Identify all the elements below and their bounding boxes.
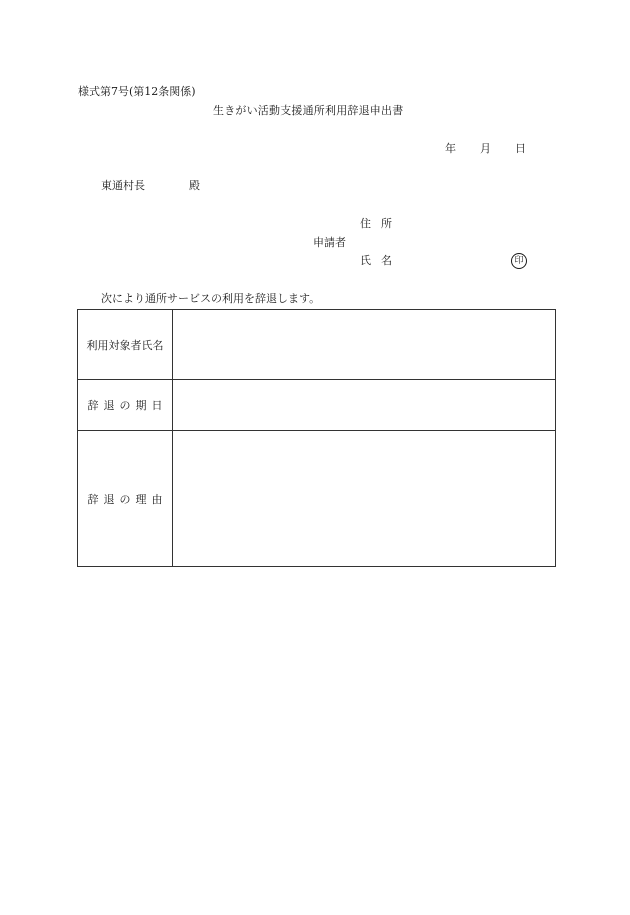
date-line — [445, 143, 526, 154]
table-row — [78, 431, 556, 567]
table-row — [78, 380, 556, 431]
document-title: 生きがい活動支援通所利用辞退申出書 — [213, 104, 404, 117]
name-label: 氏名 — [360, 254, 402, 267]
date-year-label: 年 — [445, 142, 456, 155]
date-day-label: 日 — [515, 142, 526, 155]
applicant-label: 申請者 — [313, 236, 346, 249]
addressee — [101, 180, 200, 191]
form-number: 様式第7号(第12条関係) — [78, 85, 196, 98]
date-month-label: 月 — [480, 142, 491, 155]
row-label-withdrawal-reason: 辞退の理由 — [78, 431, 173, 567]
form-table — [77, 309, 556, 567]
address-label: 住所 — [360, 217, 402, 230]
seal-mark: 印 — [511, 253, 527, 269]
addressee-suffix: 殿 — [189, 179, 200, 192]
row-label-beneficiary-name: 利用対象者氏名 — [78, 310, 173, 380]
statement: 次により通所サービスの利用を辞退します。 — [101, 292, 321, 305]
withdrawal-reason-field[interactable] — [173, 431, 556, 567]
beneficiary-name-field[interactable] — [173, 310, 556, 380]
table-row — [78, 310, 556, 380]
withdrawal-date-field[interactable] — [173, 380, 556, 431]
row-label-withdrawal-date: 辞退の期日 — [78, 380, 173, 431]
addressee-name: 東通村長 — [101, 179, 145, 192]
